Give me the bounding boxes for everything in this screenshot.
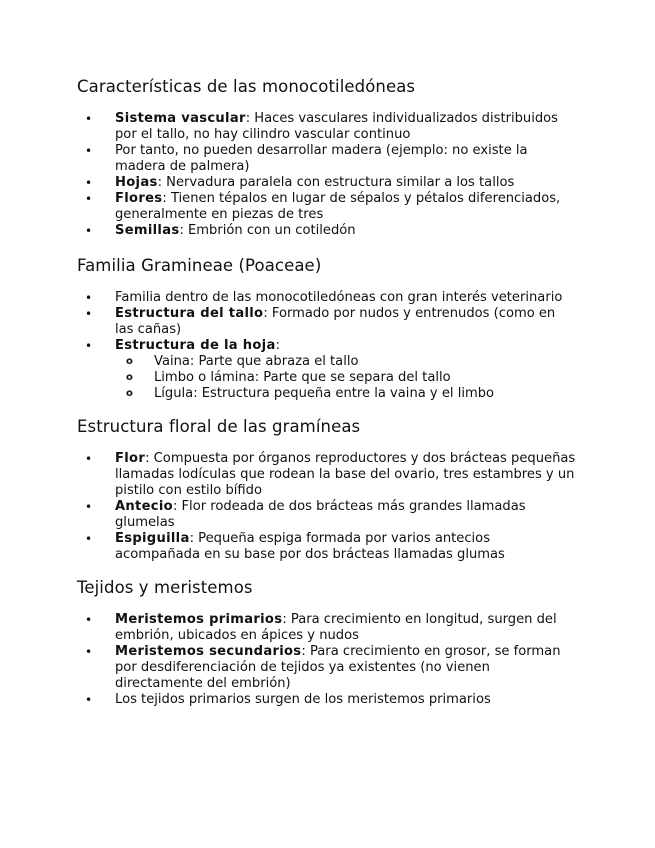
list-item: [77, 338, 577, 354]
list-item: [77, 644, 577, 692]
sub-list-item: [77, 386, 577, 402]
item-term: Estructura de la hoja: [115, 338, 276, 353]
list-item: [77, 531, 577, 563]
list-item: [77, 612, 577, 644]
bullet-list: [77, 290, 577, 402]
sub-list-item: [77, 354, 577, 370]
item-text: Familia dentro de las monocotiledóneas con gran interés veterinario: [115, 290, 563, 305]
item-text: : Nervadura paralela con estructura similar a los tallos: [157, 175, 515, 190]
section-gramineae: [77, 256, 577, 402]
list-item: [77, 692, 577, 708]
item-text: Lígula: Estructura pequeña entre la vaina y el limbo: [154, 386, 495, 401]
section-title: Tejidos y meristemos: [77, 578, 253, 597]
bullet-list: [77, 111, 577, 239]
list-item: [77, 175, 577, 191]
section-monocotiledoneas: [77, 77, 577, 239]
item-text: Limbo o lámina: Parte que se separa del tallo: [154, 370, 451, 385]
sub-list-item: [77, 370, 577, 386]
item-text: : Formado por nudos y entrenudos (como en las cañas): [115, 306, 556, 337]
list-item: [77, 306, 577, 338]
item-text: : Embrión con un cotiledón: [179, 223, 356, 238]
item-text: : Para crecimiento en longitud, surgen del embrión, ubicados en ápices y nudos: [115, 612, 557, 643]
list-item: [77, 499, 577, 531]
item-term: Hojas: [115, 175, 158, 190]
item-term: Meristemos secundarios: [115, 644, 302, 659]
list-item: [77, 223, 577, 239]
section-title: Familia Gramineae (Poaceae): [77, 256, 322, 275]
item-term: Semillas: [115, 223, 180, 238]
item-text: : Pequeña espiga formada por varios antecios acompañada en su base por dos brácteas llamadas glumas: [115, 531, 505, 562]
section-estructura-floral: [77, 417, 577, 563]
item-text: : Para crecimiento en grosor, se forman por desdiferenciación de tejidos ya existentes (no vienen directamente del embrión): [115, 644, 561, 691]
item-text: Vaina: Parte que abraza el tallo: [154, 354, 359, 369]
item-text: : Compuesta por órganos reproductores y dos brácteas pequeñas llamadas lodículas que rodean la base del ovario, tres estambres y un pistilo con estilo bífido: [115, 451, 576, 498]
section-tejidos-meristemos: [77, 578, 577, 708]
item-term: Antecio: [115, 499, 173, 514]
list-item: [77, 451, 577, 499]
item-text: Los tejidos primarios surgen de los meristemos primarios: [115, 692, 491, 707]
item-text: : Haces vasculares individualizados distribuidos por el tallo, no hay cilindro vascular continuo: [115, 111, 558, 142]
item-term: Meristemos primarios: [115, 612, 283, 627]
list-item: [77, 143, 577, 175]
section-title: Estructura floral de las gramíneas: [77, 417, 361, 436]
item-term: Flor: [115, 451, 146, 466]
list-item: [77, 111, 577, 143]
item-text: :: [275, 338, 281, 353]
item-term: Estructura del tallo: [115, 306, 264, 321]
bullet-list: [77, 612, 577, 708]
bullet-list: [77, 451, 577, 563]
item-term: Espiguilla: [115, 531, 190, 546]
item-term: Flores: [115, 191, 163, 206]
item-text: Por tanto, no pueden desarrollar madera (ejemplo: no existe la madera de palmera): [115, 143, 528, 174]
section-title: Características de las monocotiledóneas: [77, 77, 416, 96]
list-item: [77, 191, 577, 223]
item-text: : Flor rodeada de dos brácteas más grandes llamadas glumelas: [115, 499, 526, 530]
item-text: : Tienen tépalos en lugar de sépalos y pétalos diferenciados, generalmente en piezas de tres: [115, 191, 561, 222]
item-term: Sistema vascular: [115, 111, 246, 126]
list-item: [77, 290, 577, 306]
